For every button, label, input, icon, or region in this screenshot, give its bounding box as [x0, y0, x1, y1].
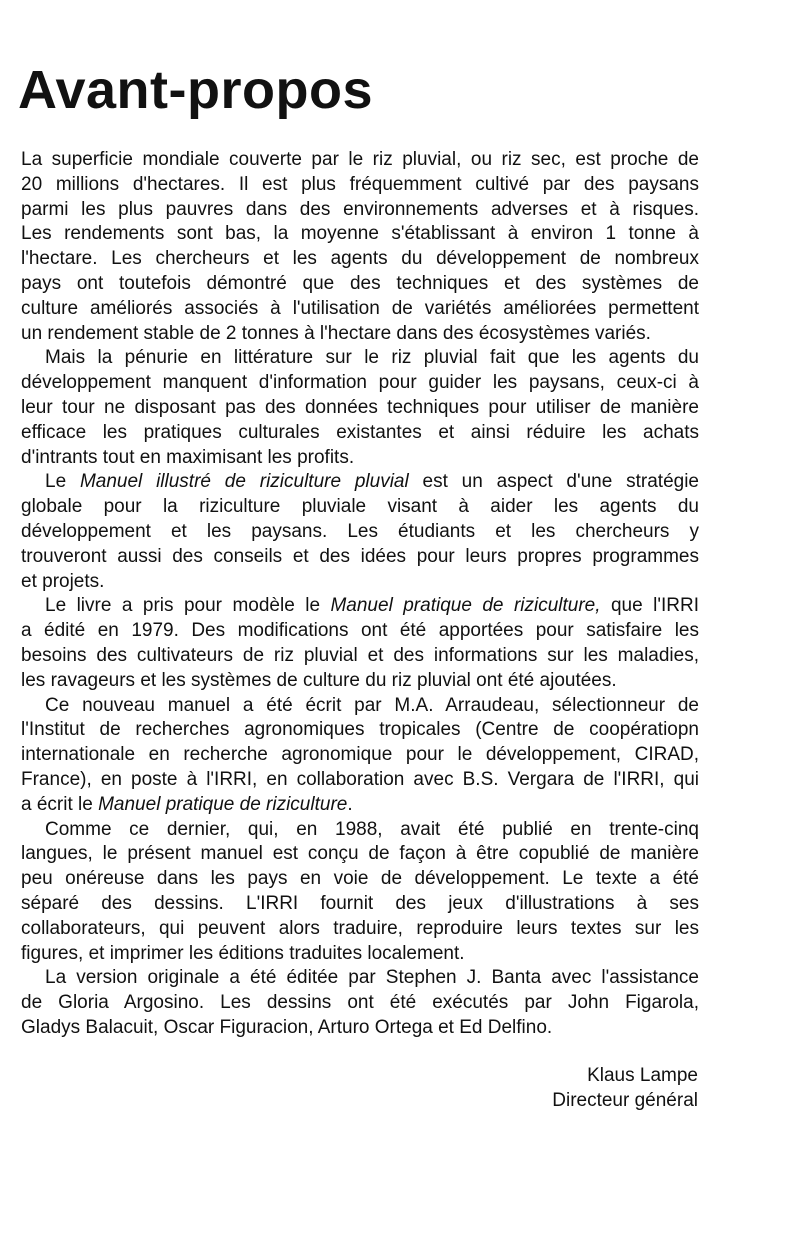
text-line: efficace les pratiques culturales existantes et ainsi réduire les achats [21, 421, 699, 443]
italic-title: Manuel pratique de riziculture [98, 793, 348, 815]
text-line: d'intrants tout en maximisant les profits. [21, 446, 355, 468]
page-title: Avant-propos [18, 60, 373, 120]
paragraph [21, 966, 699, 1040]
text-line: collaborateurs, qui peuvent alors traduire, reproduire leurs textes sur les [21, 917, 699, 939]
italic-title: Manuel pratique de riziculture, [330, 595, 601, 617]
text-line: France), en poste à l'IRRI, en collaboration avec B.S. Vergara de l'IRRI, qui [21, 768, 699, 790]
text-line: Mais la pénurie en littérature sur le riz pluvial fait que les agents du [45, 347, 699, 369]
text-line: l'Institut de recherches agronomiques tropicales (Centre de coopératiopn [21, 719, 699, 741]
text-line: peu onéreuse dans les pays en voie de développement. Le texte a été [21, 868, 699, 890]
text-line: La version originale a été éditée par Stephen J. Banta avec l'assistance [45, 967, 699, 989]
text-line: langues, le présent manuel est conçu de façon à être copublié de manière [21, 843, 699, 865]
text-segment: . [347, 793, 353, 815]
text-line [21, 793, 699, 818]
signature-block [520, 1063, 698, 1113]
body-text [21, 148, 699, 1041]
text-line: un rendement stable de 2 tonnes à l'hectare dans des écosystèmes variés. [21, 322, 651, 344]
text-line: développement et les paysans. Les étudiants et les chercheurs y [21, 520, 699, 542]
paragraph [21, 346, 699, 470]
text-segment: est un aspect d'une stratégie [408, 471, 699, 493]
paragraph [21, 818, 699, 967]
text-segment: Le [45, 471, 80, 493]
text-line: 20 millions d'hectares. Il est plus fréquemment cultivé par des paysans [21, 173, 699, 195]
text-line: La superficie mondiale couverte par le riz pluvial, ou riz sec, est proche de [21, 149, 699, 170]
text-line: a édité en 1979. Des modifications ont été apportées pour satisfaire les [21, 620, 699, 642]
paragraph [21, 594, 699, 693]
paragraph [21, 148, 699, 346]
text-line: et projets. [21, 570, 105, 592]
text-line: Les rendements sont bas, la moyenne s'établissant à environ 1 tonne à [21, 223, 699, 245]
text-line [21, 470, 699, 495]
text-segment: Le livre a pris pour modèle le [45, 595, 331, 617]
text-line: Comme ce dernier, qui, en 1988, avait été publié en trente-cinq [45, 818, 699, 840]
text-line: leur tour ne disposant pas des données techniques pour utiliser de manière [21, 396, 699, 418]
text-line: Gladys Balacuit, Oscar Figuracion, Arturo Ortega et Ed Delfino. [21, 1016, 553, 1038]
text-line: parmi les plus pauvres dans des environnements adverses et à risques. [21, 198, 699, 220]
text-line: internationale en recherche agronomique pour le développement, CIRAD, [21, 744, 699, 766]
text-line: séparé des dessins. L'IRRI fournit des jeux d'illustrations à ses [21, 892, 699, 914]
text-line: figures, et imprimer les éditions traduites localement. [21, 942, 465, 964]
text-segment: a écrit le [21, 793, 99, 815]
signature-name: Klaus Lampe [587, 1065, 698, 1086]
signature-role: Directeur général [552, 1090, 698, 1111]
text-line: l'hectare. Les chercheurs et les agents du développement de nombreux [21, 248, 699, 270]
text-line: besoins des cultivateurs de riz pluvial et des informations sur les maladies, [21, 644, 699, 666]
text-line: globale pour la riziculture pluviale visant à aider les agents du [21, 496, 699, 518]
text-line: trouveront aussi des conseils et des idées pour leurs propres programmes [21, 545, 699, 567]
text-line: culture améliorés associés à l'utilisation de variétés améliorées permettent [21, 297, 699, 319]
text-line: pays ont toutefois démontré que des techniques et des systèmes de [21, 272, 699, 294]
paragraph [21, 470, 699, 594]
text-line: les ravageurs et les systèmes de culture du riz pluvial ont été ajoutées. [21, 669, 617, 691]
text-segment: que l'IRRI [600, 595, 699, 617]
text-line [21, 594, 699, 619]
text-line: développement manquent d'information pour guider les paysans, ceux-ci à [21, 372, 699, 394]
italic-title: Manuel illustré de riziculture pluvial [79, 471, 409, 493]
paragraph [21, 694, 699, 818]
text-line: de Gloria Argosino. Les dessins ont été exécutés par John Figarola, [21, 992, 699, 1014]
text-line: Ce nouveau manuel a été écrit par M.A. Arraudeau, sélectionneur de [45, 694, 699, 716]
